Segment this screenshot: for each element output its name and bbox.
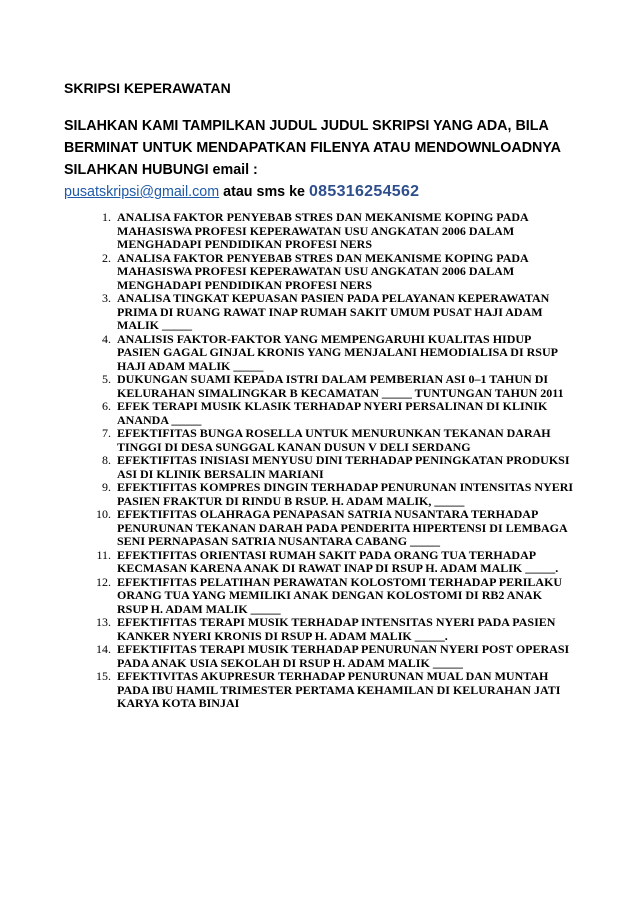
item-number: 2. <box>102 250 111 265</box>
item-number: 15. <box>96 669 111 683</box>
item-number: 14. <box>96 642 111 656</box>
list-item <box>64 643 574 670</box>
list-item <box>64 400 574 427</box>
list-item <box>64 670 574 711</box>
list-item <box>64 481 574 508</box>
item-title: EFEKTIFITAS TERAPI MUSIK TERHADAP INTENSITAS NYERI PADA PASIEN KANKER NYERI KRONIS DI RSUP H. ADAM MALIK _____. <box>117 615 556 643</box>
item-number: 3. <box>102 291 111 305</box>
item-number: 11. <box>96 547 111 562</box>
list-item <box>64 454 574 481</box>
list-item <box>64 427 574 454</box>
item-title: EFEKTIFITAS KOMPRES DINGIN TERHADAP PENURUNAN INTENSITAS NYERI PASIEN FRAKTUR DI RINDU B RSUP. H. ADAM MALIK, _____ <box>117 480 574 508</box>
page-title: SKRIPSI KEPERAWATAN <box>64 80 231 96</box>
list-item <box>64 333 574 374</box>
list-item <box>64 616 574 643</box>
item-number: 4. <box>102 331 111 346</box>
item-number: 13. <box>96 615 111 629</box>
sms-text: atau sms ke <box>223 184 305 200</box>
item-number: 6. <box>102 399 111 413</box>
item-title: EFEKTIFITAS ORIENTASI RUMAH SAKIT PADA ORANG TUA TERHADAP KECMASAN KARENA ANAK DI RAWAT INAP DI RSUP H. ADAM MALIK _____. <box>117 547 559 575</box>
list-item <box>64 211 574 252</box>
item-title: EFEK TERAPI MUSIK KLASIK TERHADAP NYERI PERSALINAN DI KLINIK ANANDA _____ <box>117 399 548 427</box>
item-title: EFEKTIFITAS PELATIHAN PERAWATAN KOLOSTOMI TERHADAP PERILAKU ORANG TUA YANG MEMILIKI ANAK DENGAN KOLOSTOMI DI RB2 ANAK RSUP H. ADAM MALIK _____ <box>117 574 563 616</box>
item-title: ANALISA TINGKAT KEPUASAN PASIEN PADA PELAYANAN KEPERAWATAN PRIMA DI RUANG RAWAT INAP RUMAH SAKIT UMUM PUSAT HAJI ADAM MALIK _____ <box>117 291 550 332</box>
item-title: EFEKTIFITAS INISIASI MENYUSU DINI TERHADAP PENINGKATAN PRODUKSI ASI DI KLINIK BERSALIN MARIANI <box>117 453 570 481</box>
list-item <box>64 508 574 549</box>
item-title: DUKUNGAN SUAMI KEPADA ISTRI DALAM PEMBERIAN ASI 0–1 TAHUN DI KELURAHAN SIMALINGKAR B KECAMATAN _____ TUNTUNGAN TAHUN 2011 <box>117 372 564 400</box>
item-number: 8. <box>102 453 111 467</box>
intro-paragraph <box>64 115 594 203</box>
item-title: EFEKTIFITAS OLAHRAGA PENAPASAN SATRIA NUSANTARA TERHADAP PENURUNAN TEKANAN DARAH PADA PENDERITA HIPERTENSI DI LEMBAGA SENI PERNAPASAN SATRIA NUSANTARA CABANG _____ <box>117 507 567 548</box>
list-item <box>64 373 574 400</box>
item-title: EFEKTIFITAS TERAPI MUSIK TERHADAP PENURUNAN NYERI POST OPERASI PADA ANAK USIA SEKOLAH DI RSUP H. ADAM MALIK _____ <box>117 642 570 670</box>
intro-text: SILAHKAN KAMI TAMPILKAN JUDUL JUDUL SKRIPSI YANG ADA, BILA BERMINAT UNTUK MENDAPATKAN FILENYA ATAU MENDOWNLOADNYA SILAHKAN HUBUNGI email : <box>64 118 561 178</box>
item-title: ANALISA FAKTOR PENYEBAB STRES DAN MEKANISME KOPING PADA MAHASISWA PROFESI KEPERAWATAN USU ANGKATAN 2006 DALAM MENGHADAPI PENDIDIKAN PROFESI NERS <box>117 210 529 251</box>
item-number: 12. <box>96 574 111 589</box>
item-title: EFEKTIFITAS BUNGA ROSELLA UNTUK MENURUNKAN TEKANAN DARAH TINGGI DI DESA SUNGGAL KANAN DUSUN V DELI SERDANG <box>117 426 551 454</box>
list-item <box>64 549 574 576</box>
item-number: 5. <box>102 372 111 386</box>
item-number: 1. <box>102 210 111 224</box>
thesis-title-list <box>64 211 574 711</box>
item-number: 7. <box>102 426 111 440</box>
item-title: EFEKTIVITAS AKUPRESUR TERHADAP PENURUNAN MUAL DAN MUNTAH PADA IBU HAMIL TRIMESTER PERTAMA KEHAMILAN DI KELURAHAN JATI KARYA KOTA BINJAI <box>117 669 561 710</box>
item-number: 10. <box>96 507 111 521</box>
item-title: ANALISIS FAKTOR-FAKTOR YANG MEMPENGARUHI KUALITAS HIDUP PASIEN GAGAL GINJAL KRONIS YANG MENJALANI HEMODIALISA DI RSUP HAJI ADAM MALIK _____ <box>117 331 558 373</box>
list-item <box>64 576 574 617</box>
list-item <box>64 252 574 293</box>
list-item <box>64 292 574 333</box>
item-number: 9. <box>102 480 111 494</box>
phone-number: 085316254562 <box>308 183 420 200</box>
item-title: ANALISA FAKTOR PENYEBAB STRES DAN MEKANISME KOPING PADA MAHASISWA PROFESI KEPERAWATAN USU ANGKATAN 2006 DALAM MENGHADAPI PENDIDIKAN PROFESI NERS <box>117 250 529 292</box>
email-link[interactable]: pusatskripsi@gmail.com <box>64 184 220 200</box>
